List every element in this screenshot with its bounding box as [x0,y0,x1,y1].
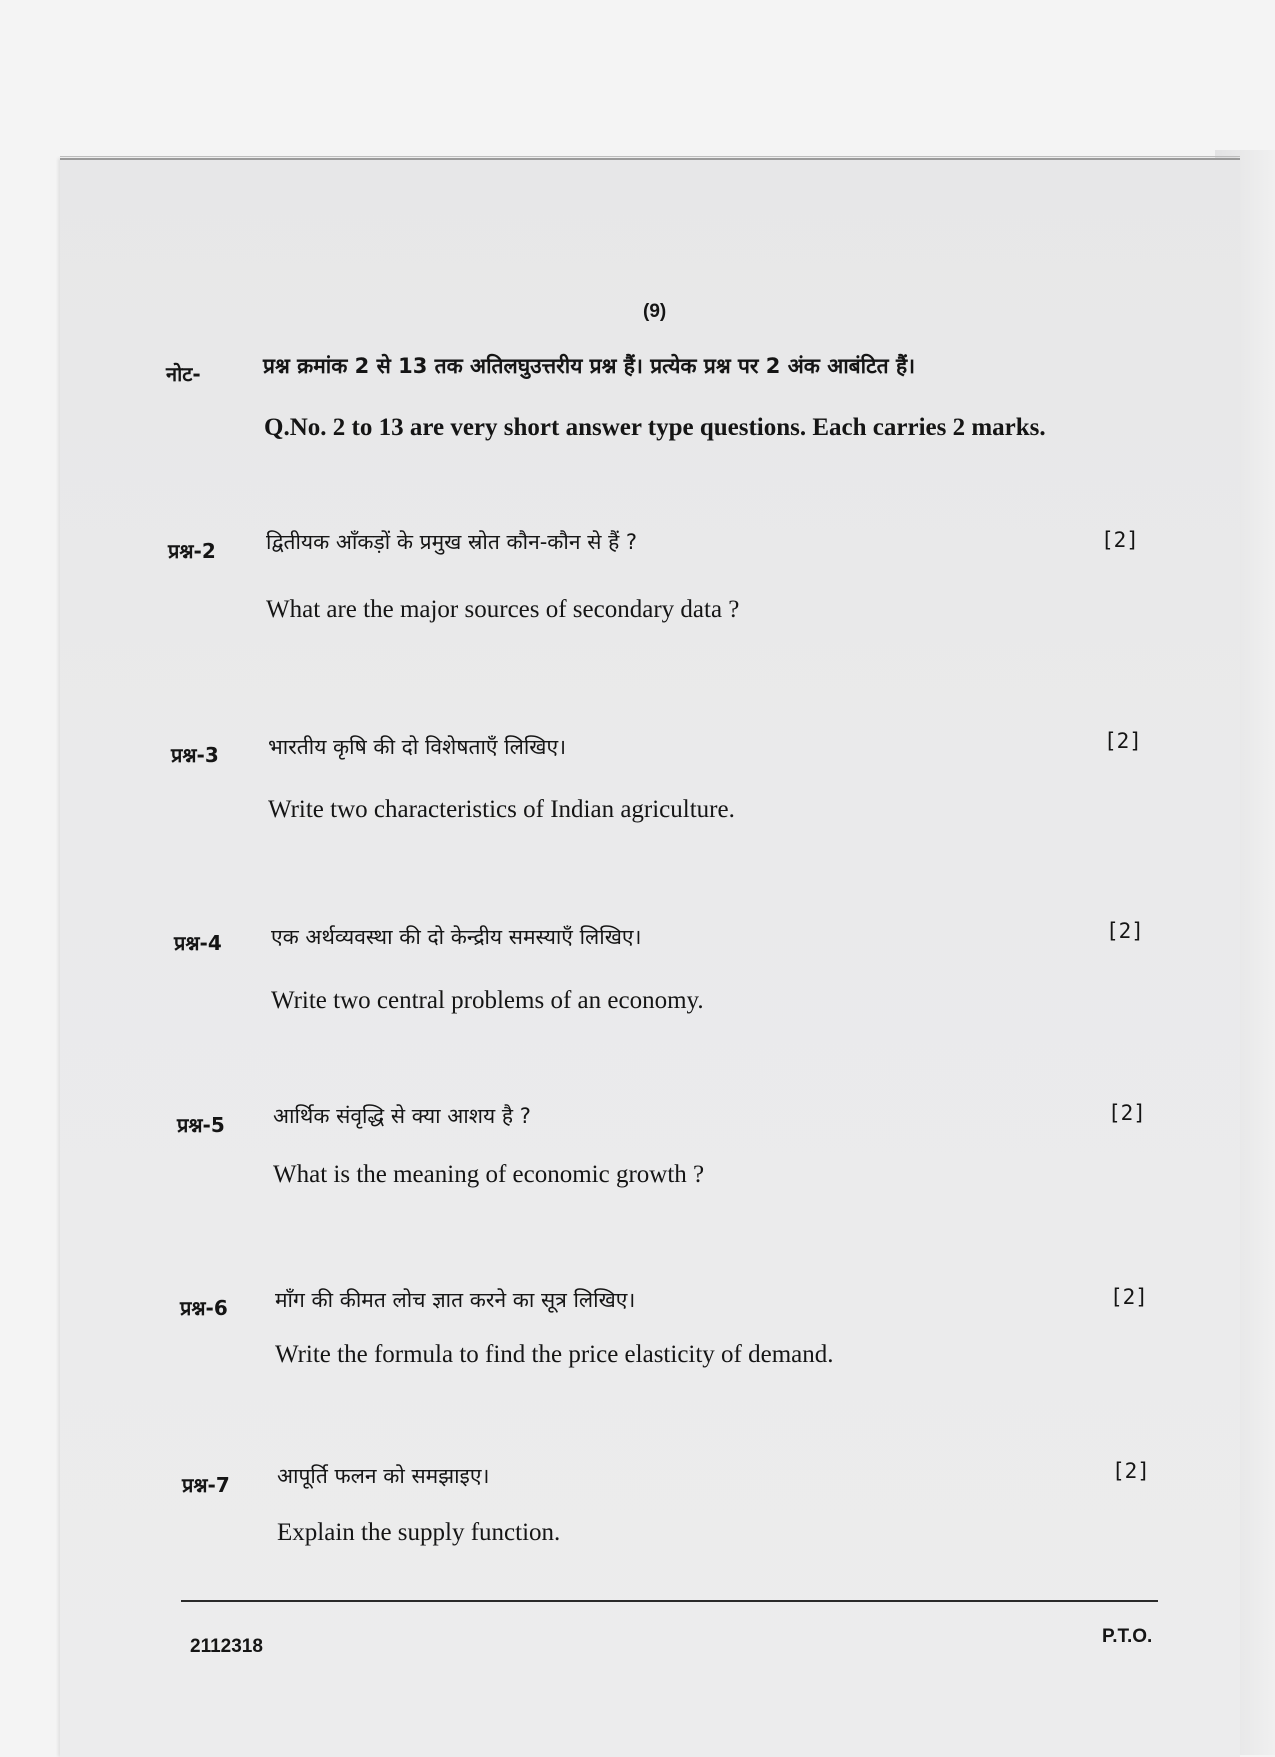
question-marks: [2] [1104,729,1142,753]
question-label: प्रश्न-7 [182,1473,230,1497]
question-english: Write two characteristics of Indian agriculture. [268,796,735,823]
question-marks: [2] [1110,1285,1148,1309]
question-marks: [2] [1101,528,1139,552]
pto-label: P.T.O. [1102,1626,1153,1647]
question-hindi: आर्थिक संवृद्धि से क्या आशय है ? [273,1104,531,1128]
question-hindi: द्वितीयक आँकड़ों के प्रमुख स्रोत कौन-कौन से हैं ? [266,530,638,554]
question-hindi: एक अर्थव्यवस्था की दो केन्द्रीय समस्याएँ लिखिए। [271,925,642,949]
exam-page [60,158,1240,1757]
question-hindi: भारतीय कृषि की दो विशेषताएँ लिखिए। [268,735,567,759]
question-hindi: माँग की कीमत लोच ज्ञात करने का सूत्र लिखिए। [275,1288,636,1312]
question-marks: [2] [1106,919,1144,943]
question-label: प्रश्न-2 [168,539,216,563]
question-english: What are the major sources of secondary data ? [266,596,740,623]
question-label: प्रश्न-4 [174,931,222,955]
question-label: प्रश्न-5 [177,1113,225,1137]
question-english: Explain the supply function. [277,1519,561,1546]
question-marks: [2] [1112,1459,1150,1483]
question-hindi: आपूर्ति फलन को समझाइए। [277,1464,490,1488]
page-top-edge [60,156,1240,157]
question-marks: [2] [1108,1101,1146,1125]
note-label: नोट- [166,362,201,386]
note-english: Q.No. 2 to 13 are very short answer type questions. Each carries 2 marks. [264,414,1046,441]
note-hindi: प्रश्न क्रमांक 2 से 13 तक अतिलघुउत्तरीय प्रश्न हैं। प्रत्येक प्रश्न पर 2 अंक आबंटित हैं। [263,354,916,378]
question-label: प्रश्न-6 [180,1296,228,1320]
footer-rule [181,1600,1158,1602]
question-english: Write two central problems of an economy. [271,987,704,1014]
question-english: Write the formula to find the price elasticity of demand. [275,1341,834,1368]
page-number: (9) [643,301,667,322]
question-english: What is the meaning of economic growth ? [273,1161,705,1188]
paper-code: 2112318 [190,1636,263,1657]
question-label: प्रश्न-3 [171,743,219,767]
